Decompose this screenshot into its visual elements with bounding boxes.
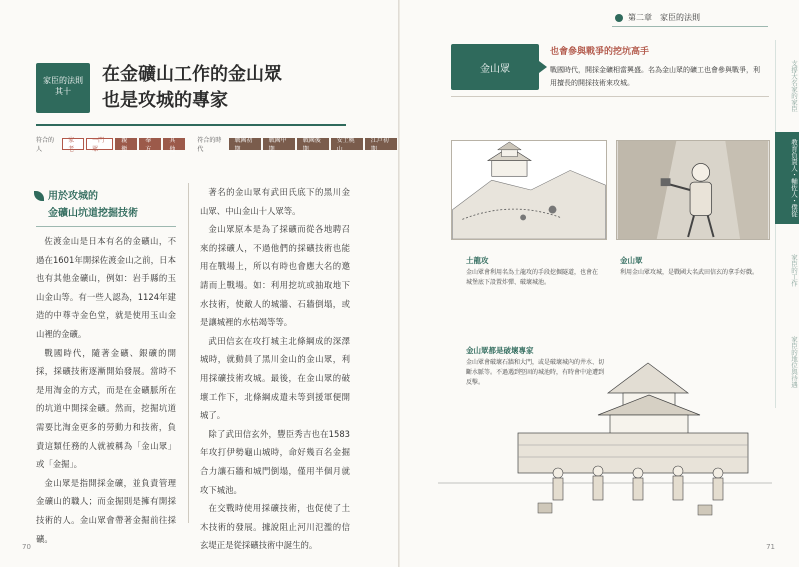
body-column-1	[36, 232, 176, 548]
lord-label: 符合的人	[36, 137, 55, 153]
paragraph: 著名的金山眾有武田氏底下的黑川金山眾、中山金山十人眾等。	[200, 187, 350, 216]
side-tab[interactable]: 支撐大名家的家臣	[775, 40, 799, 132]
paragraph: 在交戰時使用採礦技術，也促使了土木技術的發展。據說阻止河川氾濫的信玄堤正是從採礦技術中誕生的。	[200, 503, 350, 551]
castle-tunnel-illustration	[451, 140, 607, 240]
leaf-icon	[34, 191, 44, 201]
panel-title: 也會參與戰爭的挖坑高手	[550, 47, 650, 57]
lord-tag: 家老	[62, 138, 84, 150]
paragraph: 金山眾是指開採金礦，並負責管理金礦山的職人；而金掘則是擁有開採技術的人。金山眾會帶著金掘前往採礦。	[36, 477, 176, 544]
title-line-1: 在金礦山工作的金山眾	[102, 64, 282, 85]
caption-text: 金山眾會利用名為土龍攻的手段挖掘隧道，也會在城堡底下設置炸彈、破壞城池。	[466, 269, 599, 286]
lord-tag-active: 親衛	[115, 138, 137, 150]
section-heading-line-1: 用於攻城的	[48, 191, 98, 202]
caption-title: 金山眾都是破壞專家	[466, 346, 534, 355]
chapter-label: 第二章 家臣的法則	[628, 13, 700, 22]
era-label: 符合的時代	[197, 137, 222, 153]
era-tag: 戰國初期	[229, 138, 261, 150]
panel-text: 戰國時代，開採金礦相當興盛。名為金山眾的礦工也會參與戰爭，利用擅長的開採技術來攻城。	[550, 66, 760, 87]
side-tab[interactable]: 家臣的工作	[775, 224, 799, 316]
body-column-2	[200, 183, 350, 555]
series-name: 家臣的法則	[43, 76, 83, 85]
caption-text: 金山眾會破壞石牆和大門，或是破壞城內的井水、切斷水脈等。不過遇到堅固的城池時，有時會中途遭到反擊。	[466, 359, 605, 386]
page-number-right: 71	[766, 543, 775, 551]
side-tab[interactable]: 家臣的地位與待遇	[775, 316, 799, 408]
chapter-header	[615, 12, 700, 23]
paragraph: 除了武田信玄外，豐臣秀吉也在1583年攻打伊勢龜山城時，命好幾百名金掘合力讓石牆和城門倒塌，僅用半個月就攻下城池。	[200, 428, 350, 495]
paragraph: 金山眾原本是為了採礦而從各地聘召來的採礦人，不過他們的採礦技術也能用在戰場上，所以有時也會應大名的邀請而上戰場。如：利用挖坑或抽取地下水技術，使敵人的城牆、石牆倒塌，或是讓城裡的水枯竭等等。	[200, 224, 350, 328]
meta-row	[36, 135, 399, 153]
title-line-2: 也是攻城的專家	[102, 90, 228, 111]
title-block	[36, 58, 356, 118]
era-tag: 戰國中期	[263, 138, 295, 150]
era-tag: 安土桃山	[331, 138, 363, 150]
paragraph: 戰國時代，隨著金礦、銀礦的開採，採礦技術逐漸開始發展。當時不是用淘金的方式，而是在金礦脈所在的坑道中開採金礦。然而，挖掘坑道需要比淘金更多的勞動力和技術，負責這類任務的人就被稱為「金山眾」或「金掘」。	[36, 347, 176, 470]
page-title	[102, 62, 282, 114]
paragraph: 武田信玄在攻打城主北條綱成的深澤城時，就動員了黑川金山的金山眾，利用採礦技術攻城。最後，在金山眾的破壞工作下，北條綱成遣未等到援軍便開城了。	[200, 335, 350, 421]
lord-tag-active: 奉方	[139, 138, 161, 150]
chapter-divider	[612, 26, 768, 27]
lord-tag-active: 其他	[163, 138, 185, 150]
section-divider	[36, 226, 176, 227]
era-tag: 戰國後期	[297, 138, 329, 150]
page-number-left: 70	[22, 543, 31, 551]
caption-text: 利用金山眾攻城，是戰國大名武田信玄的拿手好戲。	[620, 269, 759, 276]
caption-title: 金山眾	[620, 256, 643, 265]
section-heading-line-2: 金礦山坑道挖掘技術	[48, 208, 138, 219]
side-tab-active[interactable]: 教育負責人・輔佐人・僕從	[775, 132, 799, 224]
panel-divider	[451, 96, 769, 97]
right-page	[400, 0, 799, 567]
column-divider	[188, 183, 189, 523]
paragraph: 佐渡金山是日本有名的金礦山，不過在1601年開採佐渡金山之前，日本也有其他金礦山，例如：岩手縣的玉山金山等。有一些人認為，1124年建造的中尊寺金色堂，就是使用玉山金山裡的金礦。	[36, 236, 176, 339]
section-heading	[34, 188, 174, 222]
left-page	[0, 0, 399, 567]
miner-illustration	[616, 140, 770, 240]
series-badge	[36, 63, 90, 113]
series-number: 其十	[55, 87, 71, 96]
lord-tag: 一門眾	[86, 138, 113, 150]
panel-badge: 金山眾	[451, 44, 539, 90]
title-divider	[36, 124, 346, 126]
era-tag: 江戶初期	[365, 138, 397, 150]
chapter-dot-icon	[615, 14, 623, 22]
side-tabs	[769, 40, 799, 408]
caption-title: 土龍攻	[466, 256, 489, 265]
